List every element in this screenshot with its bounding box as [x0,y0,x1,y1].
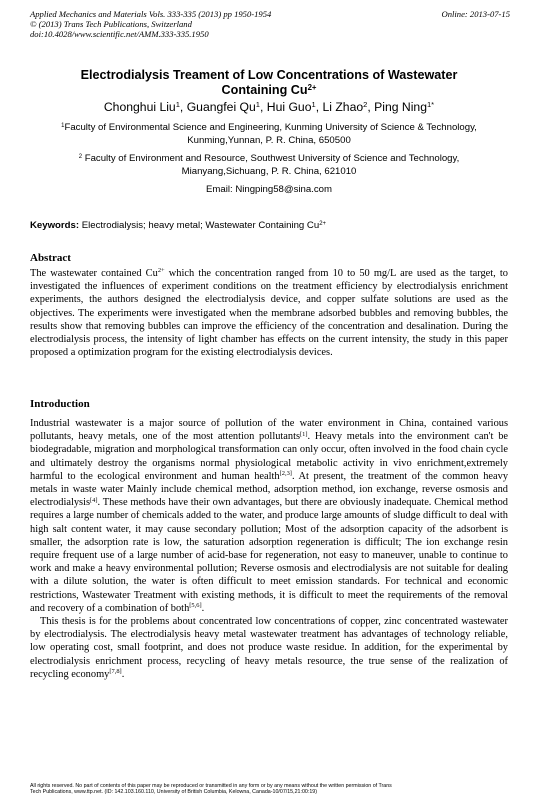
contact-email: Email: Ningping58@sina.com [206,184,332,195]
intro-text-e: . [201,602,205,614]
affiliation-2-line-2: Mianyang,Sichuang, P. R. China, 621010 [181,165,357,177]
author-name: Hui Guo [266,100,312,114]
intro-text-b: . Heavy metals into the environment can't be biodegradable, migration and morphological transformation can only occur, often involved in the food chain cycle and ultimately destroy the organisms normal physiological metabolic activity in vivo enrichment,extremely harmful to the ecological environment and human health [30,431,509,482]
abstract-superscript: 2+ [157,267,165,275]
keywords-superscript: 2+ [319,220,326,227]
author-affiliation-mark: 1 [311,99,316,109]
intro-text-a: Industrial wastewater is a major source of pollution of the water environment in China, contained various pollutants, heavy metals, one of the most attention pollutants [30,418,508,443]
abstract-heading: Abstract [30,252,71,264]
online-date: Online: 2013-07-15 [441,9,510,19]
title-line-1: Electrodialysis Treament of Low Concentrations of Wastewater [80,68,458,82]
affiliation-2-line-1 [30,153,508,166]
affiliation-2-mark: 2 [78,153,83,160]
author-affiliation-mark: 1 [175,99,180,109]
affiliation-1-line-2: Kunming,Yunnan, P. R. China, 650500 [187,134,351,146]
doi-line: doi:10.4028/www.scientific.net/AMM.333-335.1950 [30,29,209,40]
affiliation-1-mark: 1 [61,122,65,129]
affiliation-1 [30,122,508,147]
introduction-heading: Introduction [30,398,90,410]
footer-line-1: All rights reserved. No part of contents of this paper may be reproduced or transmitted in any form or by any means without the written permission of Trans [30,783,392,789]
journal-header [30,9,510,40]
paper-title [30,68,508,98]
author-name: Li Zhao [322,100,364,114]
intro-text-c: . At present, the treatment of the common heavy metals in waste water Mainly include chemical method, adsorption method, ion exchange, reverse osmosis and electrodialysis [30,470,509,509]
copyright-footer [30,783,508,796]
author-affiliation-mark: 2 [363,99,368,109]
copyright-line: © (2013) Trans Tech Publications, Switzerland [30,19,192,30]
citation-ref: [4] [90,496,98,504]
abstract-text-b: which the concentration ranged from 10 to 50 mg/L are used as the target, to investigated the influences of experiment conditions on the treatment efficiency by electrodialysis enrichment experiments, the authors designed the electrodialysis device, and copper sulfate solutions are used as the objectives. The experiments were investigated when the membrane adsorbed bubbles and removing bubbles, the results show that removing bubbles can improve the efficiency of the concentration and desalination. During the electrodialysis process, the intensity of light chamber has effects on the current intensity, the study in this paper proposed a optimization program for the existing electrodialysis devices. [30,268,508,359]
introduction-paragraph-1 [30,417,508,615]
title-superscript: 2+ [307,82,317,92]
abstract-paragraph [30,267,508,359]
citation-ref: [7,8] [109,668,122,676]
keywords-text: Electrodialysis; heavy metal; Wastewater Containing Cu [81,220,320,231]
citation-ref: [2,3] [279,470,292,478]
author-affiliation-mark: 1 [255,99,260,109]
keywords-label: Keywords: [30,220,80,231]
author-list: Chonghui Liu$^1$, Guangfei Qu$^1$, Hui Guo$^1$, Li Zhao$^2$, Ping Ning$^{1*}$ [103,99,435,114]
affiliation-2-text: Faculty of Environment and Resource, Southwest University of Science and Technology, [84,153,460,164]
introduction-body [30,417,508,681]
journal-citation: Applied Mechanics and Materials Vols. 333-335 (2013) pp 1950-1954 [30,9,272,19]
abstract-body [30,267,508,359]
citation-ref: [5,6] [189,602,202,610]
abstract-text-a: The wastewater contained Cu [30,268,158,279]
author-affiliation-mark: 1* [426,99,435,109]
citation-ref: [1] [300,430,308,438]
introduction-paragraph-2 [30,615,508,681]
affiliation-1-line-1 [30,122,508,135]
footer-line-2: Tech Publications, www.ttp.net. (ID: 142.103.160.110, University of British Columbia, Kelowna, Canada-10/07/15,21:00:19) [30,789,317,796]
author-name: Ping Ning [374,100,427,114]
intro-text-p2b: . [121,668,125,680]
keywords [30,220,508,231]
title-line-2 [30,83,508,98]
affiliation-2 [30,153,508,178]
author-name: Chonghui Liu [103,100,176,114]
title-line-2-text: Containing Cu [221,83,308,97]
author-name: Guangfei Qu [186,100,256,114]
affiliation-1-text: Faculty of Environmental Science and Engineering, Kunming University of Science & Technology, [64,122,477,133]
intro-text-d: . These methods have their own advantages, but there are obviously inadequate. Chemical method requires a large number of chemicals added to the water, and produce large amounts of sludge difficult to deal with high salt content water, it may cause secondary pollution; Most of the adsorption capacity of the adsorbent is smaller, the adsorption rate is low, the saturation adsorption regeneration is difficult; The ion exchange resin require frequent use of a large number of acid-base for regeneration, not easy to maneuver, unable to continue to work and make a heavy environmental pollution; Reverse osmosis and electrodialysis are not suitable for dealing with a dilute solution, the water is often difficult to meet emission standards. For technical and economic restrictions, Wastewater Treatment with existing methods, it is difficult to meet the requirements of the removal and recovery of a combination of both [30,497,508,614]
intro-text-p2a: This thesis is for the problems about concentrated low concentrations of copper, zinc concentrated wastewater by electrodialysis. The electrodialysis heavy metal wastewater treatment has advantages of technology reliable, low operating cost, small footprint, and does not produce waste residue. In addition, for the experimental by electrodialysis enrichment process, recycling of heavy metals resource, the true sense of the realization of recycling economy [30,616,508,680]
